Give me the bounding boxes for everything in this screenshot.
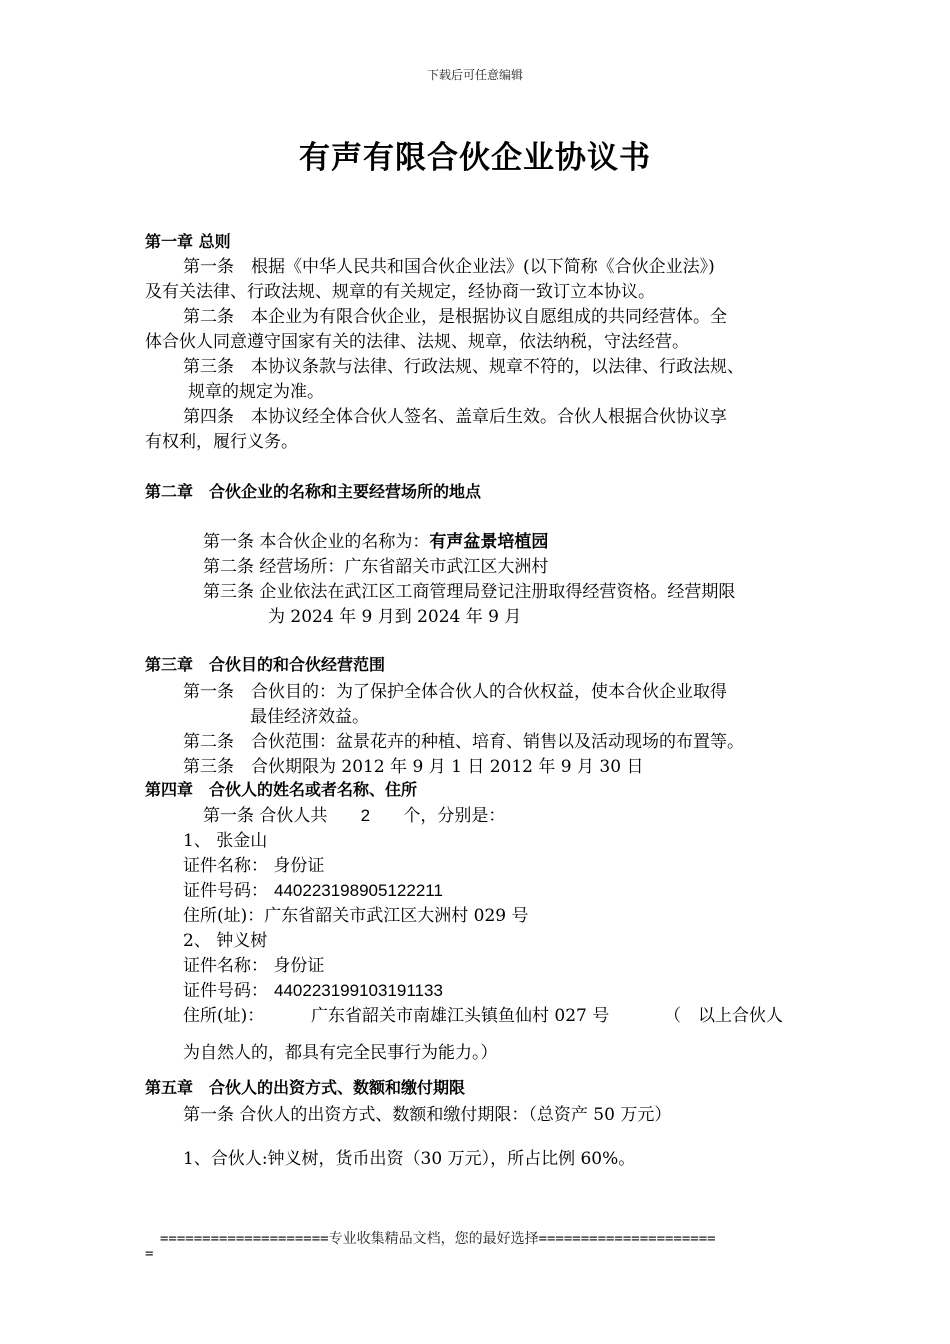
header-note: 下载后可任意编辑 [426,68,523,82]
partner-1-id-number-label: 证件号码： [183,881,268,901]
partner-1-id-number [183,876,443,901]
ch3-article-2: 第二条 合伙范围：盆景花卉的种植、培育、销售以及活动现场的布置等。 [183,732,744,752]
chapter-2-heading: 第二章 合伙企业的名称和主要经营场所的地点 [145,482,482,501]
chapter-4-heading: 第四章 合伙人的姓名或者名称、住所 [145,780,418,799]
partner-note-line-1: （ 以上合伙人 [664,1006,783,1026]
ch2-article-3-line-2: 为 2024 年 9 月到 2024 年 9 月 [268,607,522,627]
ch1-article-2-line-2: 体合伙人同意遵守国家有关的法律、法规、规章，依法纳税，守法经营。 [145,332,689,352]
ch1-article-2-line-1: 第二条 本企业为有限合伙企业，是根据协议自愿组成的共同经营体。全 [183,307,727,327]
partner-1-name: 1、 张金山 [183,831,268,851]
partner-2-id-number-label: 证件号码： [183,981,268,1001]
enterprise-name: 有声盆景培植园 [429,532,549,552]
partner-1-id-number-value: 440223198905122211 [274,881,443,900]
ch2-article-2: 第二条 经营场所：广东省韶关市武江区大洲村 [203,557,549,577]
ch4-article-1 [203,801,505,826]
ch2-article-1-prefix: 第一条 本合伙企业的名称为： [203,532,430,552]
partner-count: 2 [360,806,371,825]
partner-1-id-type: 证件名称： 身份证 [183,856,325,876]
ch1-article-4-line-2: 有权利，履行义务。 [145,432,298,452]
ch5-item-1: 1、合伙人:钟义树，货币出资（30 万元），所占比例 60%。 [183,1149,636,1169]
document-title: 有声有限合伙企业协议书 [299,140,651,176]
ch5-article-1: 第一条 合伙人的出资方式、数额和缴付期限：（总资产 50 万元） [183,1105,672,1125]
partner-2-id-type: 证件名称： 身份证 [183,956,325,976]
ch4-article-1-prefix: 第一条 合伙人共 [203,806,328,826]
partner-2-address: 广东省韶关市南雄江头镇鱼仙村 027 号 [311,1006,610,1026]
ch1-article-1-line-2: 及有关法律、行政法规、规章的有关规定，经协商一致订立本协议。 [145,282,655,302]
partner-2-address-label: 住所(址)： [183,1006,265,1026]
ch3-article-1-line-2: 最佳经济效益。 [250,707,369,727]
ch3-article-1-line-1: 第一条 合伙目的：为了保护全体合伙人的合伙权益，使本合伙企业取得 [183,682,727,702]
ch2-article-1 [203,527,548,552]
partner-2-name: 2、 钟义树 [183,931,268,951]
chapter-3-heading: 第三章 合伙目的和合伙经营范围 [145,655,386,674]
footer-banner: ====================专业收集精品文档，您的最好选择===================== [160,1231,716,1247]
chapter-1-heading: 第一章 总则 [145,232,231,251]
partner-2-id-number-value: 440223199103191133 [274,981,443,1000]
chapter-5-heading: 第五章 合伙人的出资方式、数额和缴付期限 [145,1078,466,1097]
ch3-article-3: 第三条 合伙期限为 2012 年 9 月 1 日 2012 年 9 月 30 日 [183,757,644,777]
footer-banner-tail: = [145,1246,154,1262]
partner-2-id-number [183,976,443,1001]
ch2-article-3-line-1: 第三条 企业依法在武江区工商管理局登记注册取得经营资格。经营期限 [203,582,736,602]
ch1-article-1-line-1: 第一条 根据《中华人民共和国合伙企业法》(以下简称《合伙企业法》) [183,257,715,277]
ch1-article-3-line-1: 第三条 本协议条款与法律、行政法规、规章不符的，以法律、行政法规、 [183,357,744,377]
ch1-article-3-line-2: 规章的规定为准。 [188,382,324,402]
partner-1-address: 住所(址)：广东省韶关市武江区大洲村 029 号 [183,906,529,926]
ch1-article-4-line-1: 第四条 本协议经全体合伙人签名、盖章后生效。合伙人根据合伙协议享 [183,407,727,427]
ch4-article-1-suffix: 个，分别是： [403,806,506,826]
partner-note-line-2: 为自然人的，都具有完全民事行为能力。） [183,1043,498,1063]
